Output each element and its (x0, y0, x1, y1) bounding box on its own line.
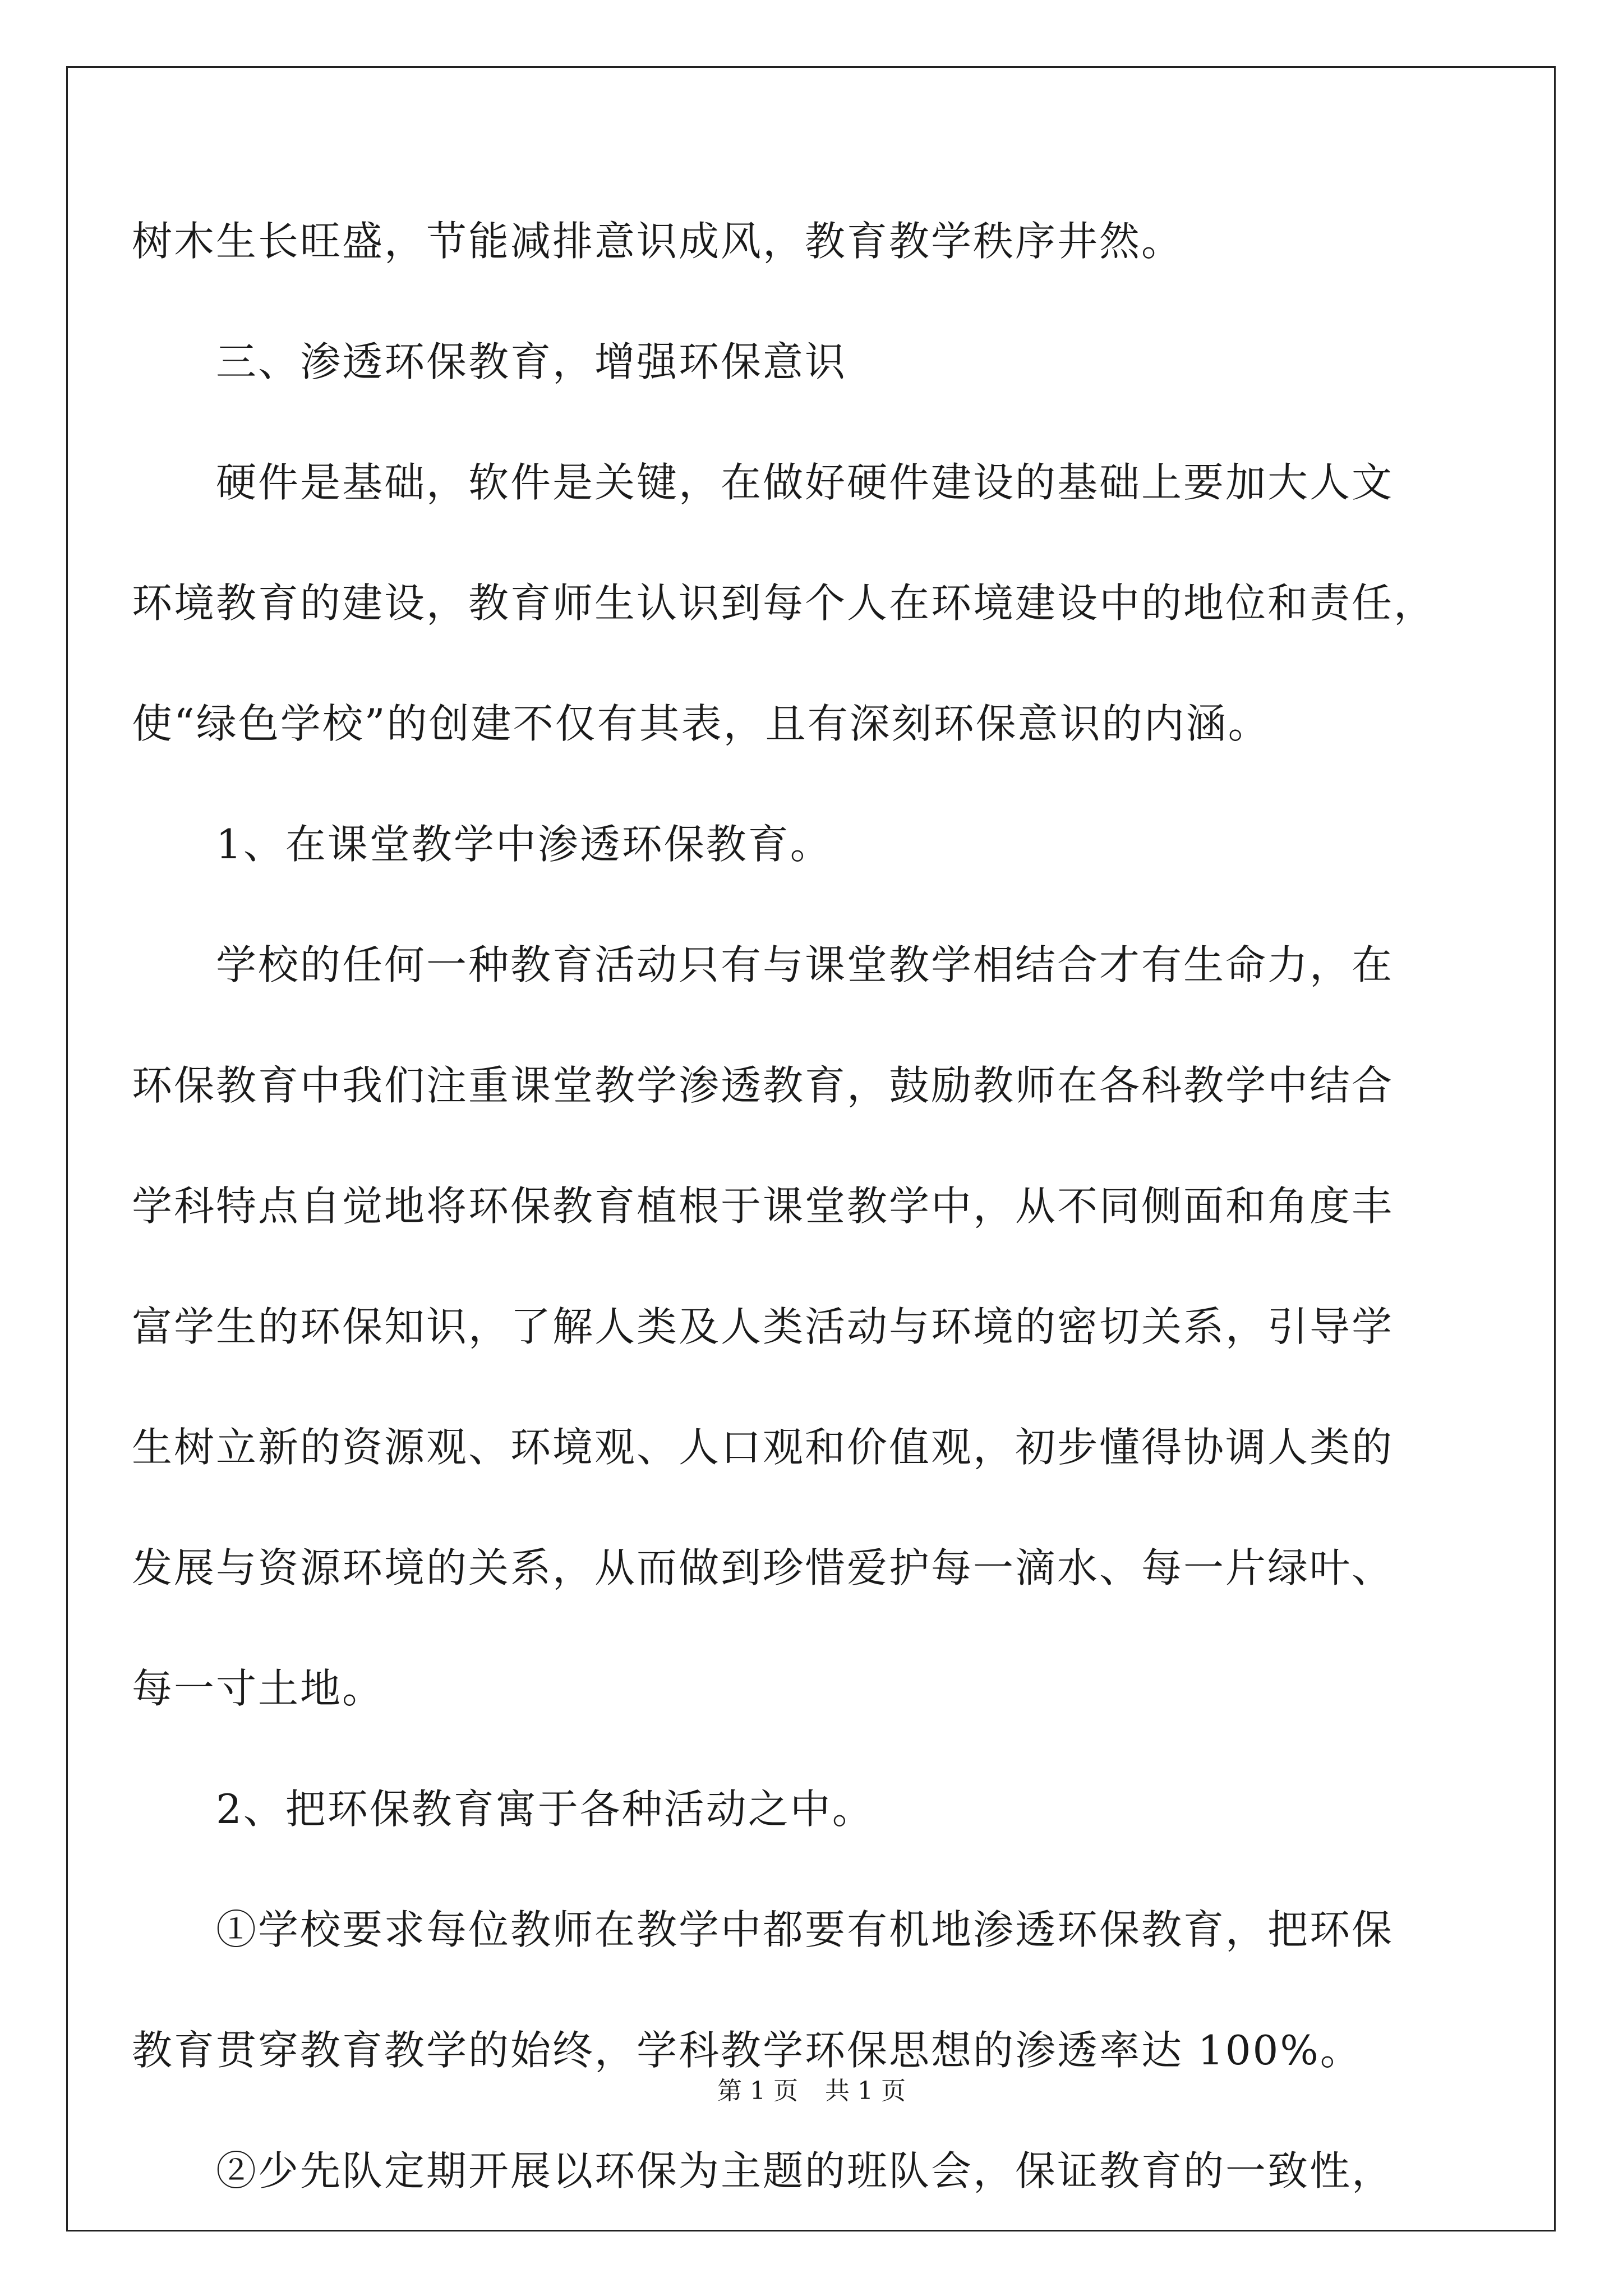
text-line-12: 发展与资源环境的关系，从而做到珍惜爱护每一滴水、每一片绿叶、 (132, 1544, 1394, 1591)
text-line-5: 使“绿色学校”的创建不仅有其表，且有深刻环保意识的内涵。 (132, 700, 1270, 747)
text-line-9: 学科特点自觉地将环保教育植根于课堂教学中，从不同侧面和角度丰 (132, 1182, 1394, 1230)
page-footer (0, 2074, 1623, 2108)
text-line-3: 硬件是基础，软件是关键，在做好硬件建设的基础上要加大人文 (216, 459, 1394, 506)
section-heading-3: 三、渗透环保教育，增强环保意识 (216, 338, 847, 385)
text-line-7: 学校的任何一种教育活动只有与课堂教学相结合才有生命力，在 (216, 941, 1394, 988)
text-line-13: 每一寸土地。 (132, 1665, 385, 1712)
text-line-8: 环保教育中我们注重课堂教学渗透教育，鼓励教师在各科教学中结合 (132, 1062, 1394, 1109)
subheading-1: 1、在课堂教学中渗透环保教育。 (216, 821, 832, 868)
text-line-16: 教育贯穿教育教学的始终，学科教学环保思想的渗透率达 100%。 (132, 2027, 1362, 2074)
text-line-11: 生树立新的资源观、环境观、人口观和价值观，初步懂得协调人类的 (132, 1424, 1394, 1471)
text-line-17: ②少先队定期开展以环保为主题的班队会，保证教育的一致性， (216, 2147, 1394, 2194)
text-line-1: 树木生长旺盛，节能减排意识成风，教育教学秩序井然。 (132, 218, 1184, 265)
text-line-15: ①学校要求每位教师在教学中都要有机地渗透环保教育，把环保 (216, 1906, 1394, 1953)
page-number: 第 1 页 (717, 2077, 798, 2105)
page-total: 共 1 页 (825, 2077, 906, 2105)
subheading-2: 2、把环保教育寓于各种活动之中。 (216, 1786, 874, 1833)
text-line-10: 富学生的环保知识，了解人类及人类活动与环境的密切关系，引导学 (132, 1303, 1394, 1350)
text-line-4: 环境教育的建设，教育师生认识到每个人在环境建设中的地位和责任， (132, 579, 1436, 627)
